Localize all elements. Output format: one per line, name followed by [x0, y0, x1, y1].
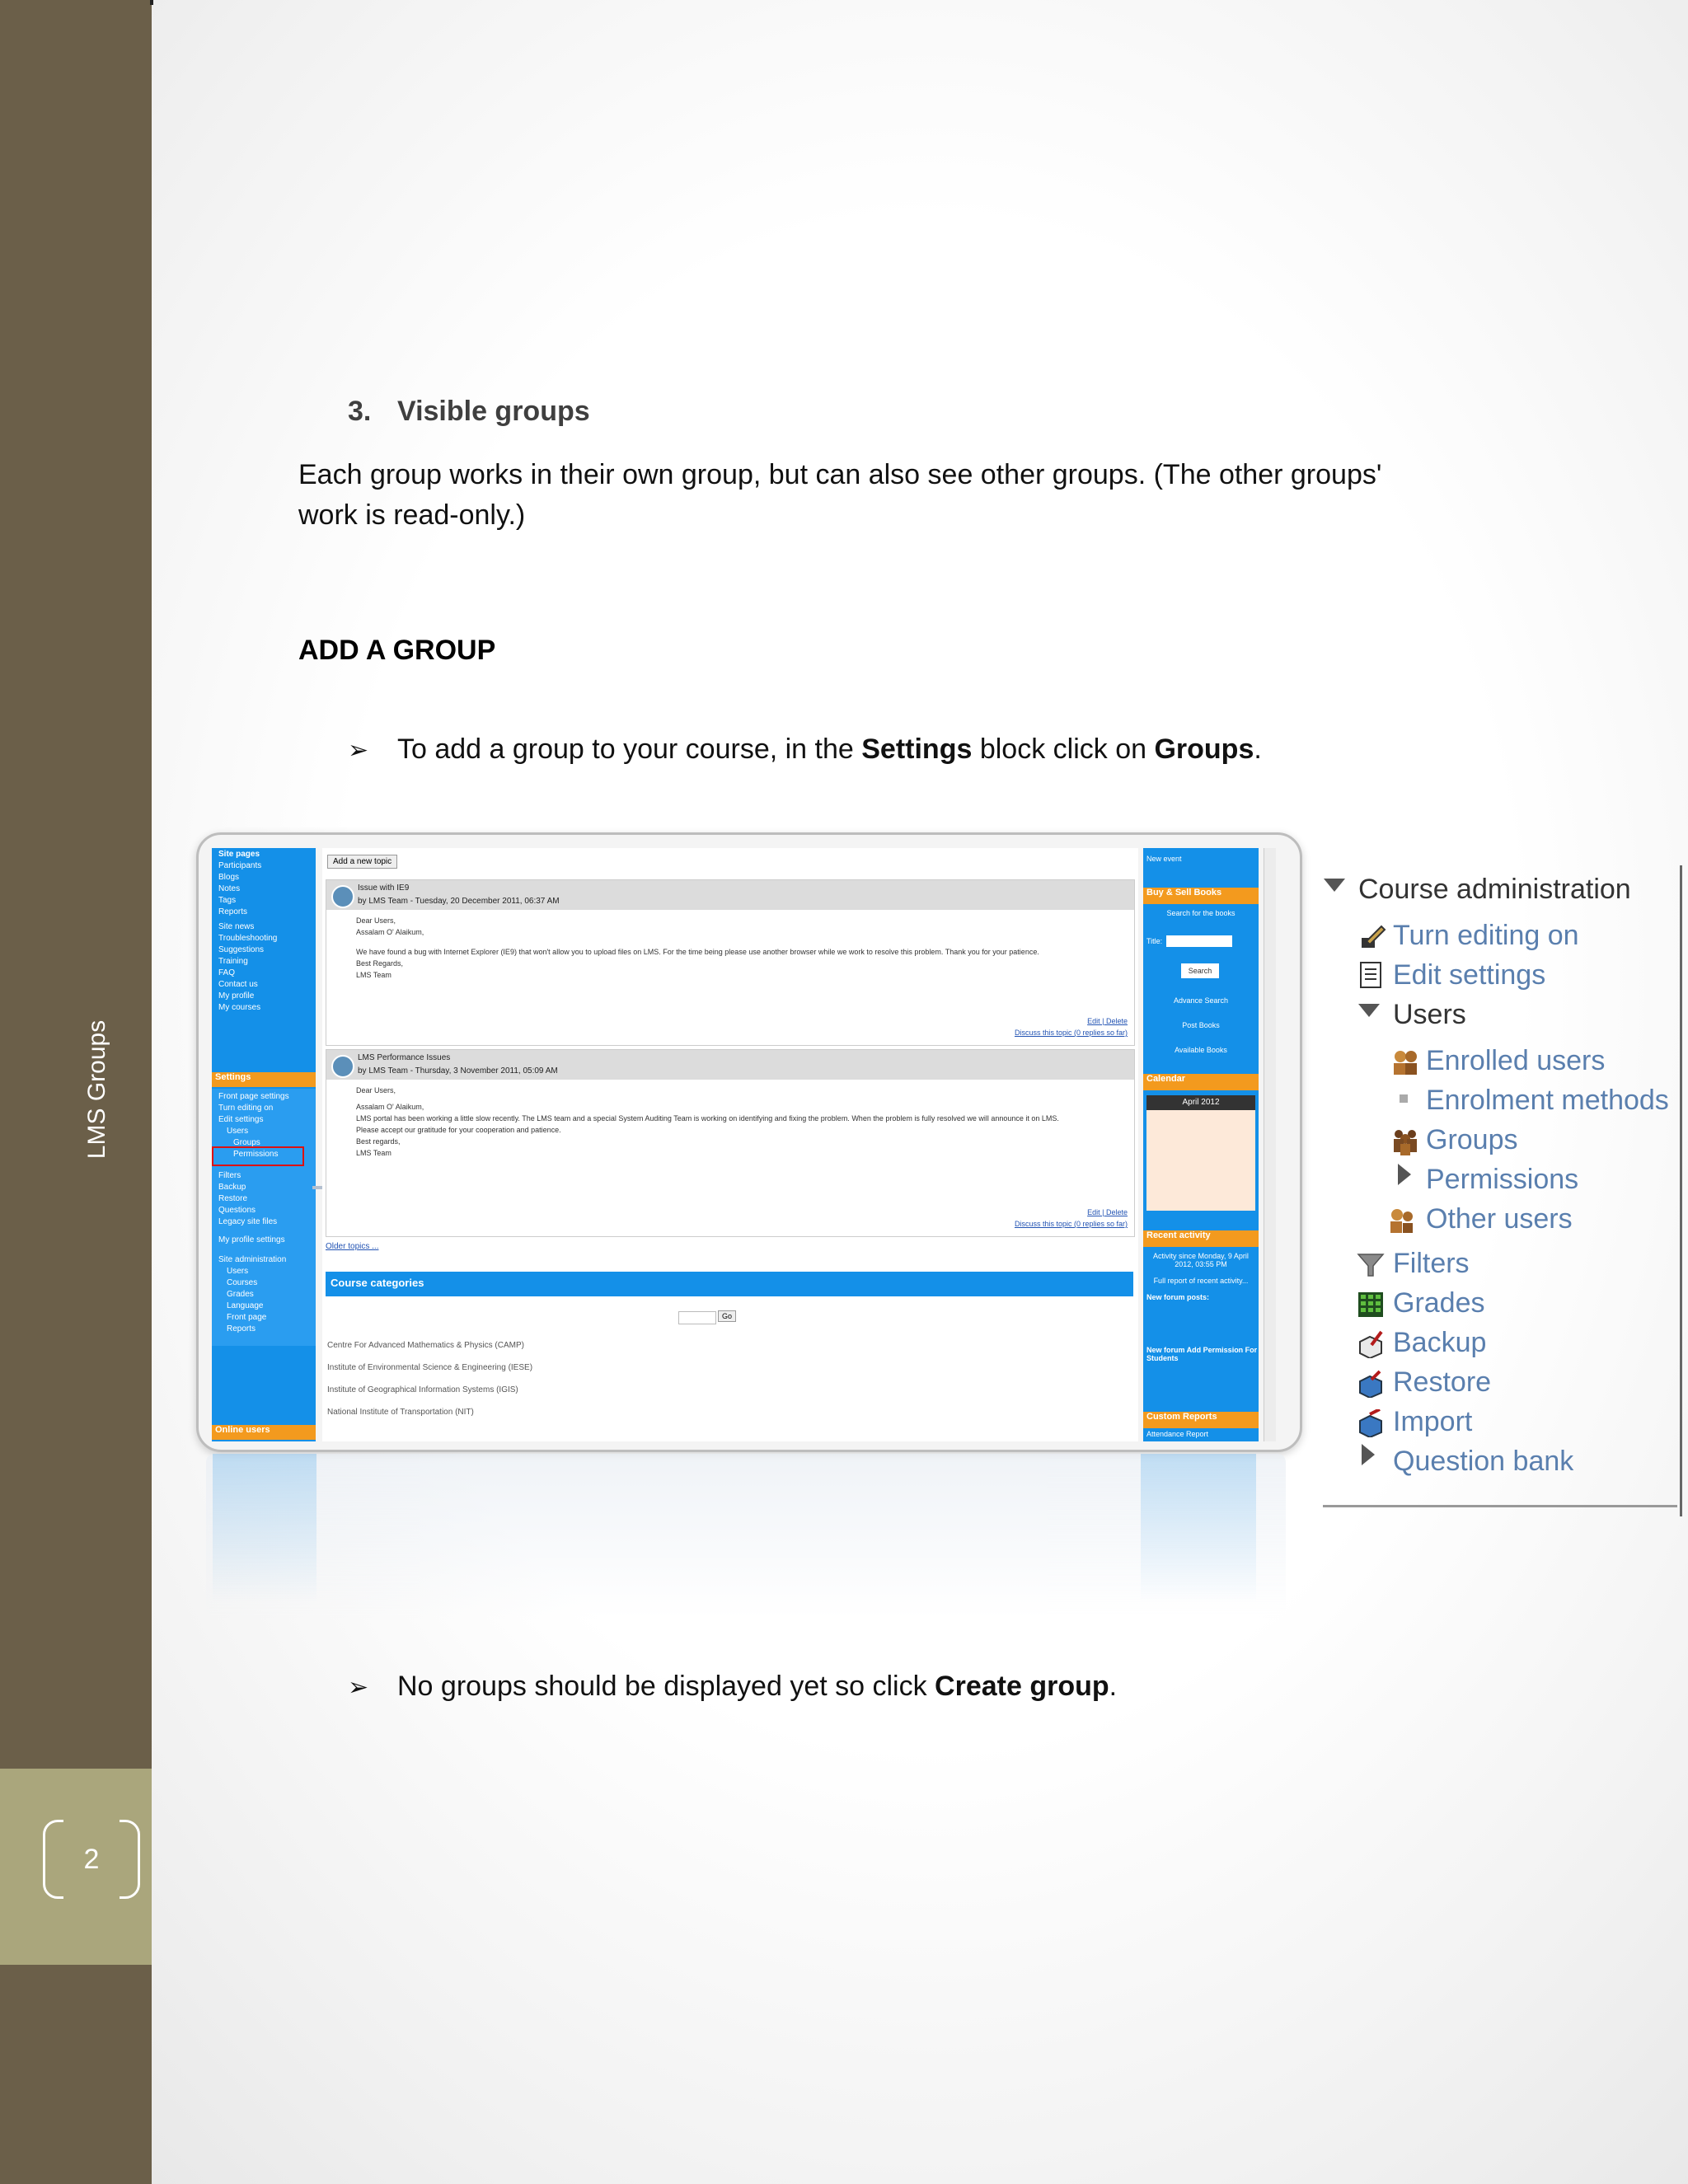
sidebar	[0, 0, 152, 2184]
post-line: Dear Users,	[356, 1086, 396, 1094]
settings-item[interactable]: My profile settings	[218, 1235, 285, 1244]
left-nav-panel	[212, 848, 316, 1441]
settings-item[interactable]: Users	[227, 1267, 249, 1276]
book-title-input[interactable]	[1166, 935, 1232, 947]
lms-screenshot	[196, 832, 1302, 1452]
go-button[interactable]: Go	[718, 1310, 736, 1322]
nav-item[interactable]: Site pages	[218, 850, 260, 859]
advance-search-link[interactable]: Advance Search	[1173, 996, 1229, 1005]
post-line: Please accept our gratitude for your cooperation and patience.	[356, 1126, 561, 1134]
category-link[interactable]: Institute of Geographical Information Systems (IGIS)	[327, 1385, 518, 1394]
new-forum-posts-label: New forum posts:	[1146, 1293, 1210, 1301]
bullet-item	[348, 1671, 1117, 1703]
post-line: Assalam O' Alaikum,	[356, 1103, 424, 1111]
custom-reports-header: Custom Reports	[1143, 1412, 1259, 1428]
older-topics-link[interactable]: Older topics ...	[326, 1242, 379, 1251]
post-header	[326, 880, 1134, 910]
filters-link[interactable]: Filters	[1393, 1248, 1470, 1279]
settings-item[interactable]: Users	[227, 1127, 249, 1136]
page-corner-mark	[150, 0, 153, 5]
settings-item[interactable]: Permissions	[233, 1150, 279, 1159]
bullet-bold: Settings	[861, 733, 973, 765]
title-label: Title:	[1146, 937, 1163, 945]
settings-item[interactable]: Site administration	[218, 1255, 287, 1264]
category-link[interactable]: Centre For Advanced Mathematics & Physics (CAMP)	[327, 1341, 524, 1350]
bullet-text: .	[1109, 1671, 1118, 1702]
category-link[interactable]: National Institute of Transportation (NIT)	[327, 1408, 474, 1417]
search-books-label: Search for the books	[1166, 909, 1236, 917]
backup-icon	[1357, 1330, 1385, 1358]
enrolled-users-link[interactable]: Enrolled users	[1426, 1045, 1606, 1076]
nav-item[interactable]: Site news	[218, 922, 255, 931]
post-header	[326, 1050, 1134, 1080]
bullet-text: block click on	[972, 733, 1155, 765]
other-users-link[interactable]: Other users	[1426, 1203, 1573, 1235]
nav-item[interactable]: Training	[218, 957, 248, 966]
groups-highlight-box	[212, 1146, 304, 1166]
nav-item[interactable]: Participants	[218, 861, 262, 870]
permissions-link[interactable]: Permissions	[1426, 1164, 1579, 1195]
calendar-header: Calendar	[1143, 1074, 1259, 1090]
triangle-right-icon[interactable]	[1362, 1444, 1375, 1465]
page-number: 2	[83, 1844, 100, 1875]
pencil-icon	[1358, 923, 1386, 951]
nav-item[interactable]: FAQ	[218, 968, 236, 977]
settings-item[interactable]: Language	[227, 1301, 264, 1310]
post-books-link[interactable]: Post Books	[1182, 1021, 1220, 1029]
calendar-month: April 2012	[1146, 1095, 1255, 1110]
backup-link[interactable]: Backup	[1393, 1327, 1487, 1358]
bullet-item	[348, 733, 1262, 766]
users-icon	[1391, 1048, 1419, 1076]
section-heading	[348, 396, 590, 428]
import-icon	[1357, 1409, 1385, 1437]
grades-icon	[1357, 1291, 1385, 1319]
post-title: Issue with IE9	[358, 883, 410, 893]
avatar	[331, 885, 354, 908]
bullet-icon	[1400, 1094, 1408, 1103]
post-line: We have found a bug with Internet Explorer (IE9) that won't allow you to upload files on LMS. For the time being please use another browser while we work to resolve this problem. Thank you for your patience.	[356, 948, 1039, 956]
settings-item[interactable]: Restore	[218, 1194, 248, 1203]
divider	[1323, 1505, 1677, 1507]
sidebar-title: LMS Groups	[83, 1019, 110, 1160]
nav-item[interactable]: Troubleshooting	[218, 934, 278, 943]
nav-item[interactable]: Contact us	[218, 980, 258, 989]
group-icon	[1391, 1127, 1419, 1155]
import-link[interactable]: Import	[1393, 1406, 1473, 1437]
settings-item[interactable]: Questions	[218, 1206, 256, 1215]
grades-link[interactable]: Grades	[1393, 1287, 1485, 1319]
buy-sell-header: Buy & Sell Books	[1143, 888, 1259, 904]
forum-post	[326, 879, 1135, 1046]
settings-item-groups[interactable]: Groups	[233, 1138, 260, 1147]
nav-item[interactable]: Tags	[218, 896, 237, 905]
triangle-down-icon[interactable]	[1358, 1004, 1380, 1017]
forum-post-link[interactable]: New forum Add Permission For Students	[1146, 1346, 1258, 1362]
enrolment-methods-link[interactable]: Enrolment methods	[1426, 1085, 1669, 1116]
divider	[1680, 865, 1682, 1516]
add-group-heading: ADD A GROUP	[298, 635, 496, 666]
discuss-link[interactable]: Discuss this topic (0 replies so far)	[1014, 1220, 1128, 1228]
section-number: 3.	[348, 396, 372, 427]
page-number-block	[0, 1769, 152, 1965]
forum-post	[326, 1049, 1135, 1237]
recent-activity-header: Recent activity	[1143, 1230, 1259, 1247]
settings-item[interactable]: Backup	[218, 1183, 246, 1192]
screenshot-reflection	[206, 1454, 1286, 1619]
triangle-right-icon[interactable]	[1398, 1164, 1411, 1185]
nav-item[interactable]: Reports	[218, 907, 248, 916]
bullet-bold: Groups	[1154, 733, 1254, 765]
nav-item[interactable]: Blogs	[218, 873, 240, 882]
main-content	[322, 848, 1138, 1441]
avatar	[331, 1055, 354, 1078]
post-title: LMS Performance Issues	[358, 1053, 451, 1062]
nav-item[interactable]: Suggestions	[218, 945, 265, 954]
scrollbar[interactable]	[1264, 848, 1276, 1441]
post-body	[326, 1080, 1134, 1164]
nav-item[interactable]: My profile	[218, 991, 255, 1001]
settings-header: Settings	[212, 1072, 316, 1087]
discuss-link[interactable]: Discuss this topic (0 replies so far)	[1014, 1029, 1128, 1037]
full-report-link[interactable]: Full report of recent activity...	[1153, 1277, 1249, 1285]
nav-item[interactable]: My courses	[218, 1003, 261, 1012]
new-event-link[interactable]: New event	[1146, 855, 1182, 863]
users-icon	[1388, 1207, 1416, 1235]
bullet-text: To add a group to your course, in the	[397, 733, 862, 765]
calendar-widget	[1146, 1095, 1255, 1211]
settings-item[interactable]: Edit settings	[218, 1115, 264, 1124]
bullet-text: No groups should be displayed yet so click	[397, 1671, 935, 1702]
turn-editing-on-link[interactable]: Turn editing on	[1393, 920, 1579, 951]
users-node[interactable]: Users	[1393, 999, 1466, 1030]
arrow-bullet-icon: ➢	[348, 1674, 369, 1701]
add-topic-button[interactable]: Add a new topic	[327, 855, 397, 869]
post-byline: by LMS Team - Tuesday, 20 December 2011, 06:37 AM	[358, 897, 560, 906]
arrow-bullet-icon: ➢	[348, 737, 369, 764]
restore-icon	[1357, 1370, 1385, 1398]
settings-item[interactable]: Front page settings	[218, 1092, 289, 1101]
document-icon	[1357, 961, 1385, 989]
search-button[interactable]: Search	[1181, 963, 1219, 978]
edit-settings-link[interactable]: Edit settings	[1393, 959, 1546, 991]
attendance-report-link[interactable]: Attendance Report	[1146, 1430, 1209, 1438]
settings-item[interactable]: Courses	[227, 1278, 258, 1287]
post-line: Best regards,	[356, 1137, 401, 1146]
funnel-icon	[1357, 1251, 1385, 1279]
post-line: Dear Users,	[356, 916, 396, 925]
post-line: Assalam O' Alaikum,	[356, 928, 424, 936]
bullet-text: .	[1254, 733, 1262, 765]
question-bank-link[interactable]: Question bank	[1393, 1446, 1574, 1477]
category-search-input[interactable]	[678, 1311, 716, 1324]
settings-item[interactable]: Filters	[218, 1171, 241, 1180]
section-title: Visible groups	[397, 396, 590, 427]
settings-item[interactable]: Grades	[227, 1290, 254, 1299]
post-edit-links[interactable]: Edit | Delete	[1087, 1208, 1128, 1216]
restore-link[interactable]: Restore	[1393, 1366, 1492, 1398]
post-line: Best Regards,	[356, 959, 404, 968]
settings-item[interactable]: Front page	[227, 1313, 267, 1322]
course-admin-title[interactable]: Course administration	[1358, 874, 1631, 905]
nav-item[interactable]: Notes	[218, 884, 241, 893]
post-body	[326, 910, 1134, 986]
post-byline: by LMS Team - Thursday, 3 November 2011, 05:09 AM	[358, 1066, 558, 1076]
post-line: LMS Team	[356, 1149, 392, 1157]
bullet-bold: Create group	[935, 1671, 1109, 1702]
online-users-header: Online users	[212, 1425, 316, 1440]
available-books-link[interactable]: Available Books	[1175, 1046, 1227, 1054]
post-edit-links[interactable]: Edit | Delete	[1087, 1017, 1128, 1025]
right-blocks	[1143, 848, 1259, 1441]
course-categories-header: Course categories	[326, 1272, 1133, 1296]
course-admin-block	[1319, 857, 1688, 1516]
activity-since: Activity since Monday, 9 April 2012, 03:55 PM	[1153, 1252, 1249, 1268]
groups-link[interactable]: Groups	[1426, 1124, 1518, 1155]
category-link[interactable]: Institute of Environmental Science & Engineering (IESE)	[327, 1363, 533, 1372]
post-line: LMS portal has been working a little slow recently. The LMS team and a special System Auditing Team is working on identifying and fixing the problem. When the problem is fully resolved we will announce it on LMS.	[356, 1114, 1059, 1122]
settings-item[interactable]: Turn editing on	[218, 1104, 274, 1113]
section-paragraph: Each group works in their own group, but can also see other groups. (The other groups' work is read-only.)	[298, 459, 1382, 531]
triangle-down-icon[interactable]	[1324, 879, 1345, 892]
post-line: LMS Team	[356, 971, 392, 979]
settings-item[interactable]: Legacy site files	[218, 1217, 278, 1226]
settings-item[interactable]: Reports	[227, 1324, 256, 1333]
